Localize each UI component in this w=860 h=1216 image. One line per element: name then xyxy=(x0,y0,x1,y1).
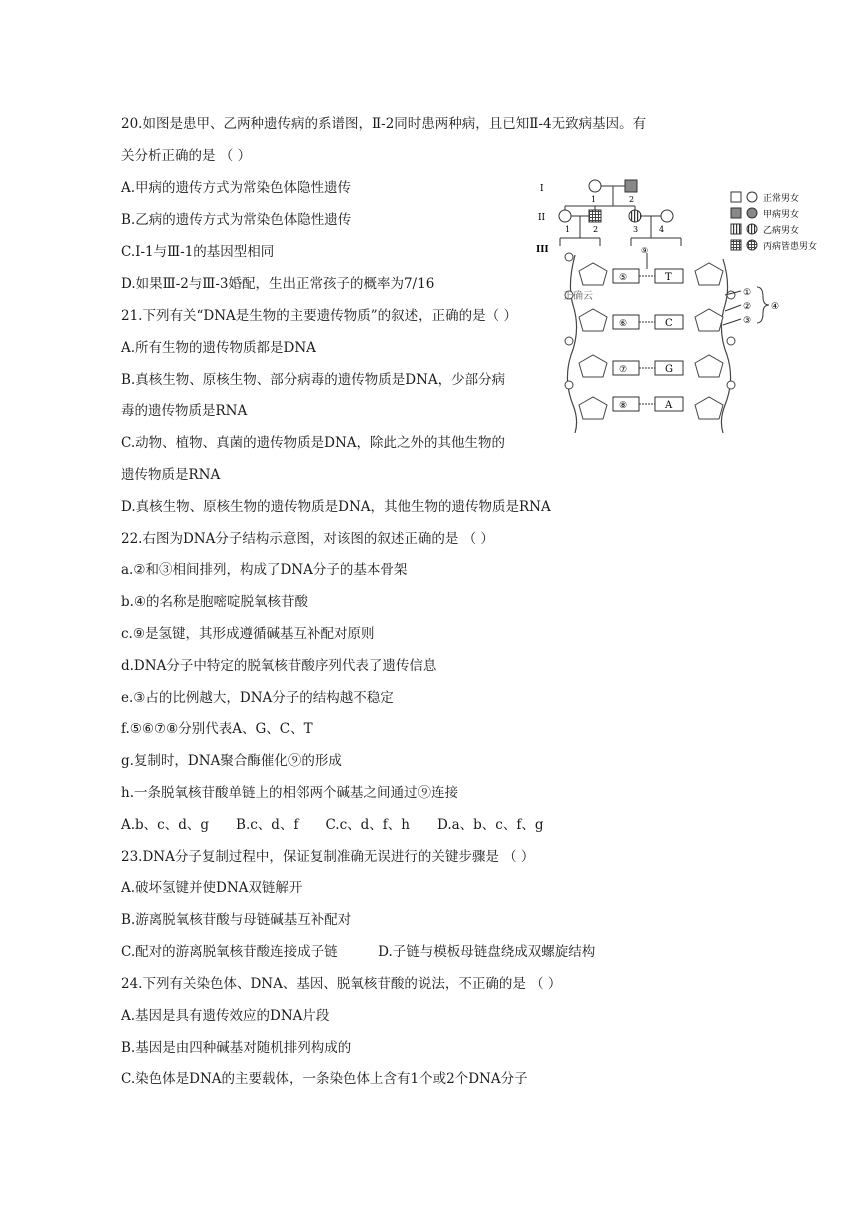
q20-option-a: A.甲病的遗传方式为常染色体隐性遗传 xyxy=(121,180,352,196)
q22-choices: A.b、c、d、g B.c、d、f C.c、d、f、h D.a、b、c、f、g xyxy=(121,817,544,833)
svg-text:G: G xyxy=(665,364,673,375)
svg-text:⑥: ⑥ xyxy=(619,319,628,329)
svg-text:乙病男女: 乙病男女 xyxy=(763,226,800,236)
q22-item-a: a.②和③相间排列，构成了DNA分子的基本骨架 xyxy=(121,562,408,578)
q22-item-f: f.⑤⑥⑦⑧分别代表A、G、C、T xyxy=(121,721,313,737)
q21-option-b-1: B.真核生物、原核生物、部分病毒的遗传物质是DNA，少部分病 xyxy=(121,372,506,388)
svg-text:2: 2 xyxy=(629,195,635,204)
svg-text:⑦: ⑦ xyxy=(619,365,628,375)
q22-item-e: e.③占的比例越大，DNA分子的结构越不稳定 xyxy=(121,690,394,706)
svg-text:2: 2 xyxy=(593,225,599,234)
pedigree-legend xyxy=(731,192,817,252)
svg-text:正常男女: 正常男女 xyxy=(763,194,800,204)
generation-labels xyxy=(536,184,549,255)
base-pair-1 xyxy=(613,269,683,283)
gen2-male-both xyxy=(589,210,601,222)
q20-line-2: 关分析正确的是 （ ） xyxy=(121,148,252,164)
svg-text:1: 1 xyxy=(591,195,597,204)
svg-text:⑧: ⑧ xyxy=(619,401,628,411)
q22-item-g: g.复制时，DNA聚合酶催化⑨的形成 xyxy=(121,753,342,769)
base-pair-3 xyxy=(613,361,683,375)
q22-item-c: c.⑨是氢键，其形成遵循碱基互补配对原则 xyxy=(121,626,375,642)
q20-option-b: B.乙病的遗传方式为常染色体隐性遗传 xyxy=(121,212,352,228)
svg-text:甲病男女: 甲病男女 xyxy=(763,210,800,220)
svg-text:丙病皆患男女: 丙病皆患男女 xyxy=(763,242,818,252)
base-pair-4 xyxy=(613,397,683,411)
q21-option-d: D.真核生物、原核生物的遗传物质是DNA，其他生物的遗传物质是RNA xyxy=(121,499,551,515)
q22-item-d: d.DNA分子中特定的脱氧核苷酸序列代表了遗传信息 xyxy=(121,658,437,674)
q21-option-b-2: 毒的遗传物质是RNA xyxy=(121,403,248,419)
watermark: 正确云 xyxy=(563,291,593,302)
dna-right-nucleotides xyxy=(695,263,735,419)
gen1-female xyxy=(589,180,601,192)
gen-label-3: III xyxy=(536,245,549,255)
gen2-female-affected xyxy=(629,210,641,222)
svg-text:①: ① xyxy=(743,288,752,298)
base-pair-2 xyxy=(613,315,683,329)
q24-option-c: C.染色体是DNA的主要载体，一条染色体上含有1个或2个DNA分子 xyxy=(121,1071,528,1087)
q24-stem: 24.下列有关染色体、DNA、基因、脱氧核苷酸的说法，不正确的是 （ ） xyxy=(121,976,562,992)
q21-option-a: A.所有生物的遗传物质都是DNA xyxy=(121,340,316,356)
svg-text:②: ② xyxy=(743,302,752,312)
svg-text:④: ④ xyxy=(771,302,780,312)
q20-option-d: D.如果Ⅲ-2与Ⅲ-3婚配，生出正常孩子的概率为7/16 xyxy=(121,276,435,292)
svg-text:4: 4 xyxy=(659,225,665,234)
gen-label-1: I xyxy=(540,184,544,194)
gen-label-2: II xyxy=(538,213,546,223)
q20-option-c: C.Ⅰ-1与Ⅲ-1的基因型相同 xyxy=(121,244,275,260)
q23-option-cd: C.配对的游离脱氧核苷酸连接成子链 D.子链与模板母链盘绕成双螺旋结构 xyxy=(121,944,596,960)
svg-text:T: T xyxy=(665,272,672,283)
bond-label: ⑨ xyxy=(641,246,649,255)
svg-text:3: 3 xyxy=(633,225,639,234)
svg-text:A: A xyxy=(665,400,673,411)
svg-text:⑤: ⑤ xyxy=(619,273,628,283)
gen1-male-affected xyxy=(625,180,637,192)
q21-option-c-2: 遗传物质是RNA xyxy=(121,467,221,483)
svg-text:C: C xyxy=(665,318,673,329)
svg-text:1: 1 xyxy=(565,225,571,234)
q21-stem: 21.下列有关“DNA是生物的主要遗传物质”的叙述，正确的是（ ） xyxy=(121,308,517,324)
q23-stem: 23.DNA分子复制过程中，保证复制准确无误进行的关键步骤是 （ ） xyxy=(121,849,535,865)
q22-item-h: h.一条脱氧核苷酸单链上的相邻两个碱基之间通过⑨连接 xyxy=(121,785,458,801)
q22-item-b: b.④的名称是胞嘧啶脱氧核苷酸 xyxy=(121,594,309,610)
q21-option-c-1: C.动物、植物、真菌的遗传物质是DNA，除此之外的其他生物的 xyxy=(121,435,506,451)
q20-line-1: 20.如图是患甲、乙两种遗传病的系谱图，Ⅱ-2同时患两种病，且已知Ⅱ-4无致病基因。有 xyxy=(121,116,647,132)
dna-structure-diagram xyxy=(555,245,795,435)
q23-option-b: B.游离脱氧核苷酸与母链碱基互补配对 xyxy=(121,912,352,928)
q22-stem: 22.右图为DNA分子结构示意图，对该图的叙述正确的是 （ ） xyxy=(121,531,494,547)
q24-option-b: B.基因是由四种碱基对随机排列构成的 xyxy=(121,1040,352,1056)
q24-option-a: A.基因是具有遗传效应的DNA片段 xyxy=(121,1008,330,1024)
svg-text:③: ③ xyxy=(743,316,752,326)
q23-option-a: A.破坏氢键并使DNA双链解开 xyxy=(121,880,303,896)
